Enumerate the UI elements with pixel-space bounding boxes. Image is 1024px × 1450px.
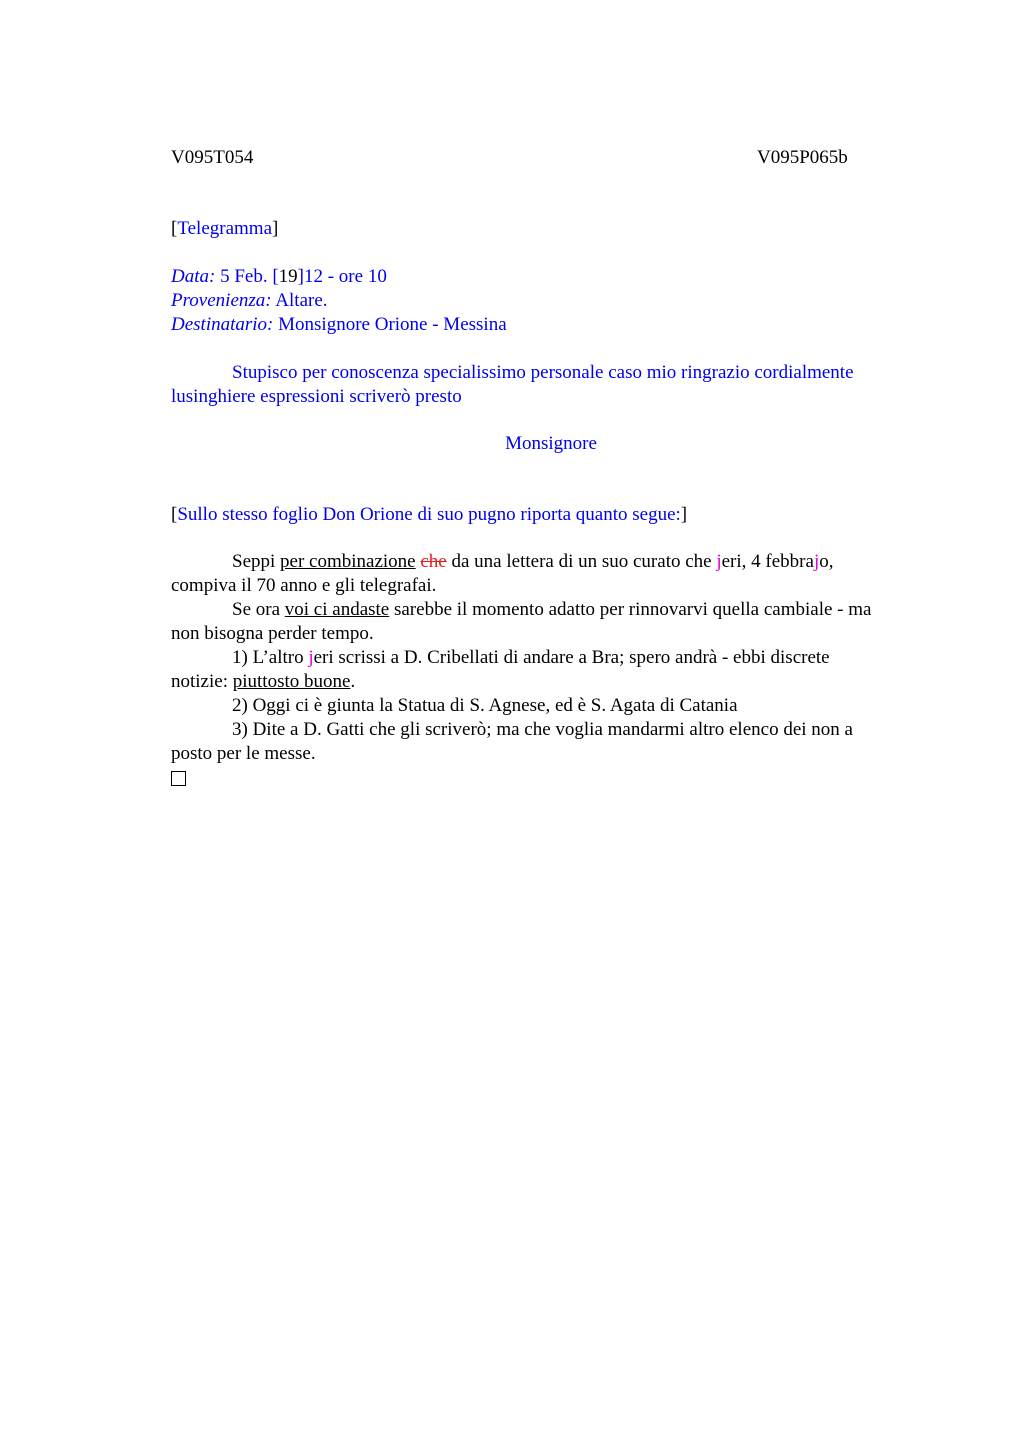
end-marker xyxy=(171,766,931,793)
telegram-date: Data: 5 Feb. [19]12 - ore 10 xyxy=(171,266,387,287)
origin-label: Provenienza: xyxy=(171,290,272,311)
recipient-label: Destinatario: xyxy=(171,314,274,335)
telegram-signature: Monsignore xyxy=(505,433,597,454)
square-outline-icon xyxy=(171,771,186,786)
document-header xyxy=(171,146,931,170)
letter-paragraph-5: 3) Dite a D. Gatti che gli scriverò; ma che voglia mandarmi altro elenco dei non a xyxy=(232,719,853,740)
editor-note: [Sullo stesso foglio Don Orione di suo pugno riporta quanto segue:] xyxy=(171,504,688,525)
right-code: V095P065b xyxy=(757,147,848,168)
telegram-heading-text: Telegramma xyxy=(177,218,273,239)
telegram-recipient: Destinatario: Monsignore Orione - Messina xyxy=(171,314,507,335)
telegram-body: Stupisco per conoscenza specialissimo personale caso mio ringrazio cordialmente lusinghiere espressioni scriverò presto xyxy=(171,362,854,407)
telegram-origin: Provenienza: Altare. xyxy=(171,290,328,311)
left-code: V095T054 xyxy=(171,147,254,168)
letter-paragraph-3: 1) L’altro jeri scrissi a D. Cribellati di andare a Bra; spero andrà - ebbi discrete xyxy=(232,647,830,668)
document-page xyxy=(171,146,931,793)
letter-paragraph-2: Se ora voi ci andaste sarebbe il momento adatto per rinnovarvi quella cambiale - ma xyxy=(232,599,872,620)
letter-body: Seppi per combinazione che da una lettera di un suo curato che jeri, 4 febbrajo, compiva il 70 anno e gli telegrafai. Se ora voi ci andaste sarebbe il momento adatto per rinnovarvi quella cambiale - ma non bisogna perder tempo. 1) L’altro jeri scrissi a D. Cribellati di andare a Bra; spero andrà - ebbi discrete notizie: piuttosto buone. 2) Oggi ci è giunta la Statua di S. Agnese, ed è S. Agata di Catania 3) Dite a D. Gatti che gli scriverò; ma che voglia mandarmi altro elenco dei non a posto per le messe. xyxy=(171,550,931,793)
letter-paragraph-4: 2) Oggi ci è giunta la Statua di S. Agnese, ed è S. Agata di Catania xyxy=(232,695,738,716)
telegram-metadata xyxy=(171,265,931,337)
date-label: Data: xyxy=(171,266,216,287)
telegram-heading: [Telegramma] xyxy=(171,218,279,239)
letter-paragraph-1: Seppi per combinazione che da una lettera di un suo curato che jeri, 4 febbrajo, xyxy=(232,551,834,572)
